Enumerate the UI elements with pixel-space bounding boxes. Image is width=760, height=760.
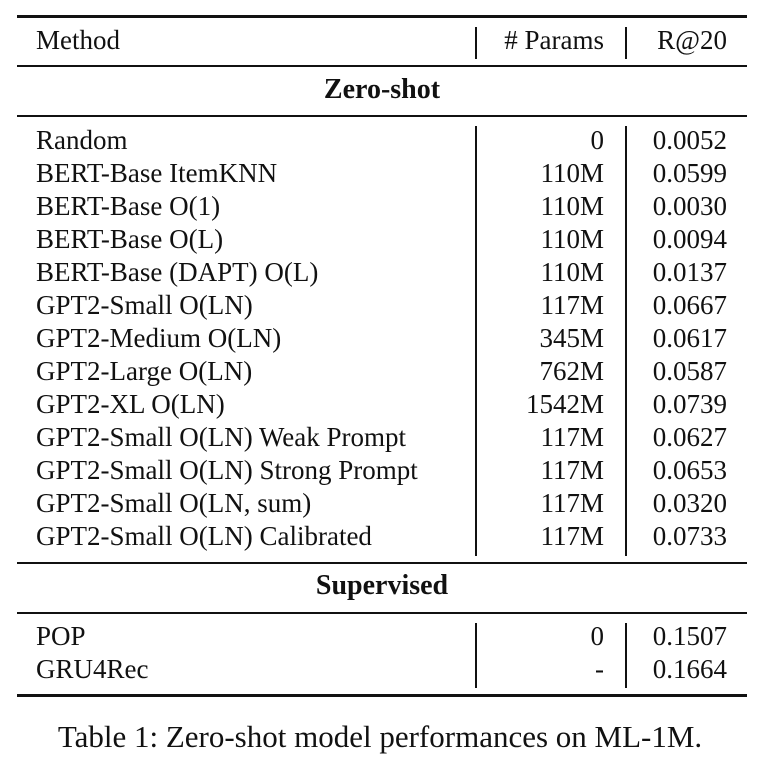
method-cell: BERT-Base (DAPT) O(L) xyxy=(36,257,319,287)
params-cell: 0 xyxy=(590,621,604,651)
method-cell: GPT2-Small O(LN) Calibrated xyxy=(36,521,372,551)
params-cell: 762M xyxy=(539,356,604,386)
method-cell: GPT2-Small O(LN) xyxy=(36,290,253,320)
header-rule xyxy=(17,65,747,67)
method-cell: BERT-Base ItemKNN xyxy=(36,158,278,188)
params-cell: 117M xyxy=(540,521,604,551)
method-cell: GPT2-Small O(LN) Strong Prompt xyxy=(36,455,418,485)
supervised-separator-2 xyxy=(625,623,627,688)
r20-cell: 0.0599 xyxy=(652,158,727,188)
zero-shot-separator-1 xyxy=(475,126,477,556)
method-cell: GRU4Rec xyxy=(36,654,149,684)
params-cell: 110M xyxy=(540,158,604,188)
r20-cell: 0.0052 xyxy=(652,125,727,155)
supervised-title-rule xyxy=(17,612,747,614)
params-cell: 117M xyxy=(540,455,604,485)
params-cell: 345M xyxy=(539,323,604,353)
method-cell: BERT-Base O(L) xyxy=(36,224,224,254)
table-caption: Table 1: Zero-shot model performances on ML-1M. xyxy=(57,719,703,754)
header-separator-1 xyxy=(475,27,477,59)
r20-cell: 0.0030 xyxy=(652,191,727,221)
r20-cell: 0.0653 xyxy=(652,455,727,485)
zero-shot-separator-2 xyxy=(625,126,627,556)
params-cell: 1542M xyxy=(525,389,604,419)
r20-cell: 0.0137 xyxy=(652,257,727,287)
r20-cell: 0.0627 xyxy=(652,422,727,452)
header-separator-2 xyxy=(625,27,627,59)
zero-shot-title-rule xyxy=(17,115,747,117)
bottom-rule xyxy=(17,694,747,697)
params-cell: 117M xyxy=(540,422,604,452)
params-cell: 117M xyxy=(540,290,604,320)
r20-cell: 0.0733 xyxy=(652,521,727,551)
method-cell: GPT2-Medium O(LN) xyxy=(36,323,282,353)
method-cell: Random xyxy=(36,125,128,155)
r20-cell: 0.0617 xyxy=(652,323,727,353)
r20-cell: 0.0320 xyxy=(652,488,727,518)
r20-cell: 0.0587 xyxy=(652,356,727,386)
header-method: Method xyxy=(36,25,120,55)
method-cell: BERT-Base O(1) xyxy=(36,191,221,221)
params-cell: 110M xyxy=(540,191,604,221)
params-cell: - xyxy=(595,654,604,684)
method-cell: GPT2-XL O(LN) xyxy=(36,389,225,419)
supervised-separator-1 xyxy=(475,623,477,688)
section-title-zero-shot: Zero-shot xyxy=(323,74,441,105)
r20-cell: 0.0739 xyxy=(652,389,727,419)
params-cell: 0 xyxy=(590,125,604,155)
params-cell: 110M xyxy=(540,257,604,287)
header-params: # Params xyxy=(504,25,604,55)
method-cell: GPT2-Small O(LN, sum) xyxy=(36,488,312,518)
r20-cell: 0.1664 xyxy=(652,654,727,684)
method-cell: GPT2-Small O(LN) Weak Prompt xyxy=(36,422,407,452)
r20-cell: 0.1507 xyxy=(652,621,727,651)
method-cell: POP xyxy=(36,621,86,651)
top-rule xyxy=(17,15,747,18)
section-title-supervised: Supervised xyxy=(315,570,449,601)
method-cell: GPT2-Large O(LN) xyxy=(36,356,253,386)
r20-cell: 0.0667 xyxy=(652,290,727,320)
params-cell: 117M xyxy=(540,488,604,518)
header-r20: R@20 xyxy=(657,25,727,55)
r20-cell: 0.0094 xyxy=(652,224,727,254)
supervised-top-rule xyxy=(17,562,747,564)
params-cell: 110M xyxy=(540,224,604,254)
